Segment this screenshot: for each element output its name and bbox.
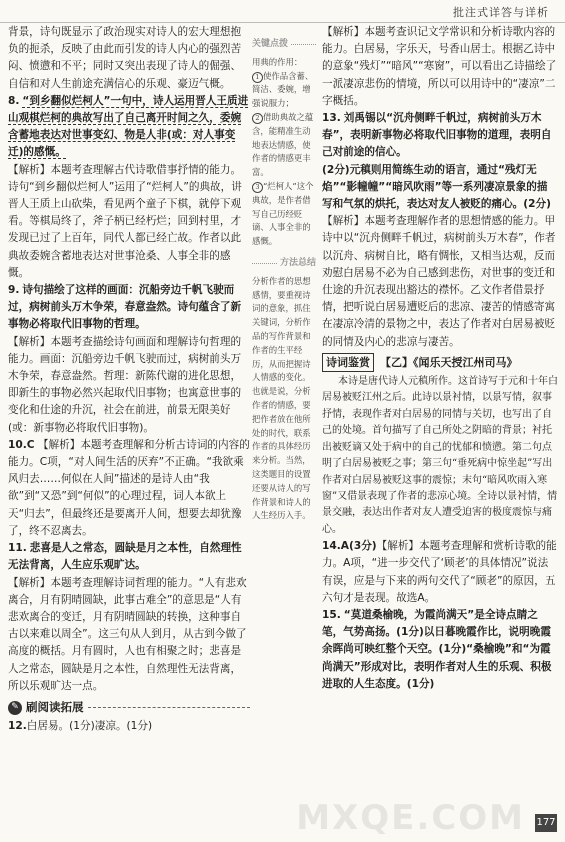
poem-appreciation-body: 本诗是唐代诗人元稹所作。这首诗写于元和十年白居易被贬江州之后。此诗以景衬情，以景写情，叙事抒情，表现作者对白居易的同情与关切，也写出了自己的处境。首句描写了自己所处之阴暗的背景；衬托出被贬谪又处于病中的自己的忧郁和愤懑。第二句点明了白居易被贬之事；第三句“垂死病中惊坐起”写出作者对白居易被贬这事的震惊；末句“暗风吹雨入寒窗”又借景表现了作者的悲凉心境。全诗以景衬情，情景交融，表达出作者对友人遭受迫害的极度震惊与痛心。 [322, 376, 558, 535]
poem-label: 诗词鉴赏 [322, 353, 374, 372]
q12-body: 白居易。(1分)凄凉。(1分) [26, 720, 153, 733]
side-note-2 [252, 257, 316, 523]
question-11 [8, 540, 250, 574]
q11-number: 11. [8, 542, 27, 555]
side-note-2-title: 方法总结 [252, 257, 316, 271]
right-column [322, 24, 558, 693]
poem-appreciation-heading [322, 353, 558, 372]
q13-answer-cont: (2分)元稹则用简练生动的语言，通过“残灯无焰”“影幢幢”“暗风吹雨”等一系列凄凉景象的描写和气氛的烘托，表达对友人被贬的痛心。(2分) [322, 163, 551, 211]
q12-analysis-body: 本题考查识记文学常识和分析诗歌内容的能力。白居易，字乐天，号香山居士。根据乙诗中的意象“残灯”“暗风”“寒窗”，可以看出乙诗描绘了一派凄凉悲伤的情境，所以可以用诗中的“凄凉”二字概括。 [322, 26, 557, 107]
q12-number: 12. [8, 720, 27, 733]
q9-number: 9. [8, 284, 20, 297]
q9-analysis [8, 334, 250, 437]
q15-number: 15. [322, 608, 341, 621]
q8-analysis [8, 162, 250, 282]
q8-answer: “到乡翻似烂柯人”一句中，诗人运用晋人王质进山观棋烂柯的典故写出了自己离开时间之久，委婉含蓄地表达对世事变幻、物是人非(或：对人事变迁)的感慨。 [8, 94, 249, 159]
circled-3-icon: 3 [252, 182, 263, 193]
section-heading [8, 699, 250, 716]
circled-1-icon: 1 [252, 72, 263, 83]
q13-answer: 刘禹锡以“沉舟侧畔千帆过，病树前头万木春”，表明新事物必将取代旧事物的道理，表明自己对前途的信心。 [322, 112, 552, 159]
poem-name: 【乙】《闻乐天授江州司马》 [380, 355, 518, 369]
q11-answer: 悲喜是人之常态，圆缺是月之本性，自然理性无法背离，人生应乐观旷达。 [8, 542, 242, 572]
q8-tag: 【解析】 [8, 163, 51, 176]
question-12 [8, 718, 250, 735]
q10-number: 10. [8, 438, 27, 451]
intro-text: 背景，诗句既显示了政治现实对诗人的宏大理想抱负的扼杀，反映了由此而引发的诗人内心的强烈苦闷、愤懑和不平；同时又突出表现了诗人的倔强、自信和对人生前途充满信心的乐观、豪迈气概。 [8, 26, 242, 90]
side-notes [252, 38, 316, 531]
question-15 [322, 607, 558, 693]
header-divider [0, 22, 565, 23]
watermark: MXQE.COM [296, 798, 525, 838]
question-9 [8, 282, 250, 334]
side-note-1-title: 关键点拨 [252, 38, 316, 52]
side-note-1-b: 1 使作品含蓄、简洁、委婉，增强说服力； [252, 70, 314, 109]
section-divider [88, 707, 251, 708]
question-10 [8, 437, 250, 540]
q15-body: (1分)以日暮晚霞作比，说明晚霞余晖尚可映红整个天空。(1分)“桑榆晚”和“为霞尚满天”形成对比，表明作者对人生的乐观、积极进取的人生态度。(1分) [322, 626, 552, 690]
q12-analysis [322, 24, 558, 110]
side-note-1-c: 2 借助典故之蕴含，能精准生动地表达情感，使作者的情感更丰富。 [252, 111, 314, 178]
q11-analysis [8, 575, 250, 695]
q14-tag: 【解析】 [376, 540, 420, 553]
q10-tag: 【解析】 [37, 438, 81, 451]
q10-answer: C [26, 438, 35, 451]
q14-answer: A(3分) [340, 540, 377, 553]
q8-number: 8. [8, 94, 20, 107]
q11-body: 本题考查理解诗词哲理的能力。“人有悲欢离合，月有阴晴圆缺，此事古难全”的意思是“人有悲欢离合的变迁，月有阴晴圆缺的转换，这种事自古以来难以周全”。这三句从人到月，从古到今做了高度的概括。月有圆时，人也有相聚之时；悲喜是人之常态，圆缺是月之本性，自然理性无法背离，所以乐观旷达一点。 [8, 576, 247, 692]
q13-analysis [322, 213, 558, 351]
circled-2-icon: 2 [252, 113, 263, 124]
side-note-1-d: 3 “烂柯人”这个典故，是作者借写自己历经贬谪、人事全非的感慨。 [252, 180, 314, 247]
q13-body: 本题考查理解作者的思想情感的能力。甲诗中以“沉舟侧畔千帆过，病树前头万木春”，作者以沉舟、病树自比，略有惆怅，又相当达观，反而劝慰白居易不必为自己感到悲伤，对世事的变迁和仕途的升沉表现出豁达的襟怀。乙文作者借景抒情，把听说白居易遭贬后的悲凉、凄苦的情感寄寓在凄凉冷清的景物之中，表达了作者对白居易被贬的同情及内心的悲凉与凄苦。 [322, 215, 556, 348]
book-icon: ✎ [8, 701, 22, 715]
q11-tag: 【解析】 [8, 576, 51, 589]
side-note-2-body: 分析作者的思想感情，要重视诗词的意象，抓住关键词，分析作品的写作背景和作者的生平经历，从而把握诗人情感的变化。也就是说，分析作者的情感，要把作者放在他所处的时代，联系作者的具体经历来分析。当然，这类题目的设置还要从诗人的写作背景和诗人的人生经历入手。 [252, 275, 311, 521]
q9-tag: 【解析】 [8, 335, 51, 348]
q14-body: 本题考查理解和赏析诗歌的能力。A项，“进一步交代了‘顾老’的具体情况”说法有误，应是与下来的两句交代了“顾老”的原因，五六句才是表现。故选A。 [322, 540, 557, 604]
page-number: 177 [535, 814, 557, 832]
question-13 [322, 110, 558, 162]
question-8 [8, 93, 250, 162]
q15-answer: “莫道桑榆晚，为霞尚满天”是全诗点睛之笔，气势高扬。 [322, 608, 538, 639]
question-14 [322, 538, 558, 607]
side-note-1-a: 用典的作用： [252, 56, 303, 67]
q13-tag: 【解析】 [322, 215, 365, 228]
q9-answer: 诗句描绘了这样的画面：沉船旁边千帆飞驶而过，病树前头万木争荣，春意盎然。诗句蕴含了新事物必将取代旧事物的哲理。 [8, 284, 242, 331]
side-note-1 [252, 38, 316, 249]
q14-number: 14. [322, 540, 341, 553]
q13-number: 13. [322, 112, 341, 125]
q10-body: 本题考查理解和分析古诗词的内容的能力。C项，“对人间生活的厌弃”不正确。“我欲乘风归去……何似在人间”描述的是诗人由“我欲”到“又恐”到“何似”的心理过程，词人本欲上天“归去”，但最终还是要离开人间，想要去却犹豫了，终不忍离去。 [8, 438, 250, 537]
q9-body: 本题考查描绘诗句画面和理解诗句哲理的能力。画面：沉船旁边千帆飞驶而过，病树前头万木争荣，春意盎然。哲理：新陈代谢的进化思想，即新生的事物必然兴起取代旧事物；也寓意世事的变化和仕途的升沉，社会在前进，前景无限美好(或：新事物必将取代旧事物)。 [8, 335, 242, 434]
left-column [8, 24, 250, 735]
q12-tag: 【解析】 [322, 26, 365, 38]
section-label: 刷阅读拓展 [26, 699, 84, 714]
header-title: 批注式详答与详析 [453, 6, 549, 19]
q8-body: 本题考查理解古代诗歌借事抒情的能力。诗句“到乡翻似烂柯人”运用了“烂柯人”的典故，讲晋人王质上山砍柴，看见两个童子下棋，就停下观看。等棋局终了，斧子柄已经朽烂；回到村里，才发现已过了上百年，同代人都已经亡故。作者以此典故委婉含蓄地表达对世事沧桑、人事全非的感慨。 [8, 163, 242, 279]
